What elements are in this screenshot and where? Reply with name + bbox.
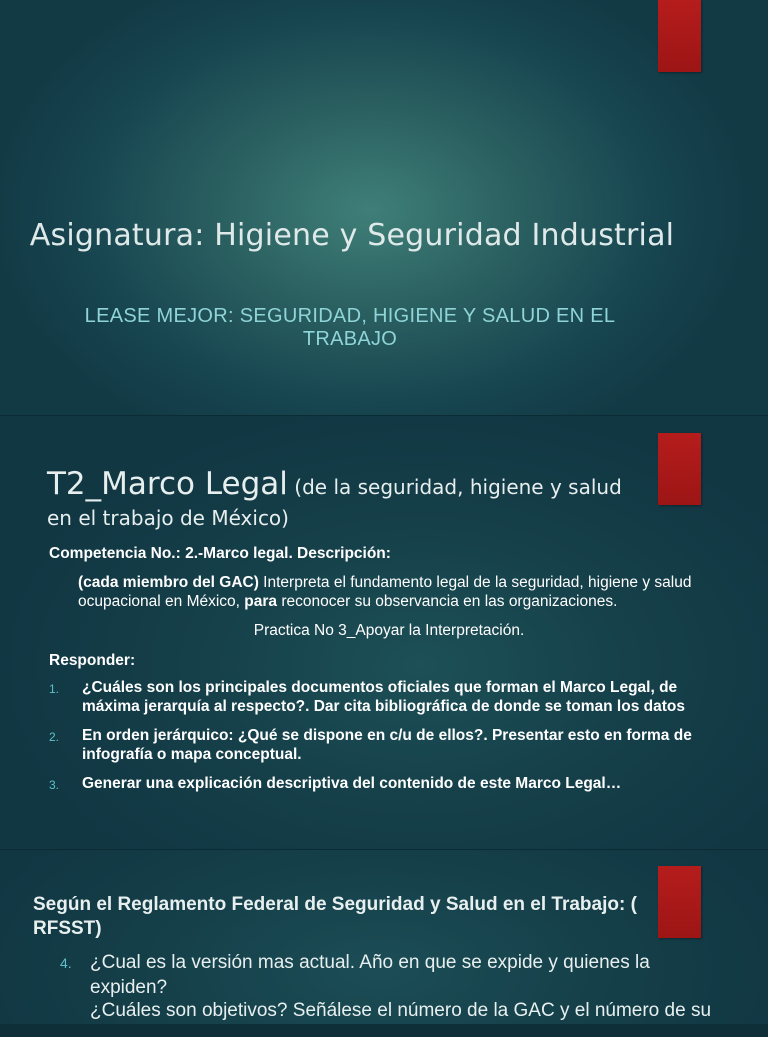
question-text: Generar una explicación descriptiva del contenido de este Marco Legal… [82,775,622,792]
responder-label: Responder: [49,652,136,669]
slide-subtitle: LEASE MEJOR: SEGURIDAD, HIGIENE Y SALUD EN EL TRABAJO [84,305,616,350]
practica-line: Practica No 3_Apoyar la Interpretación. [253,622,525,639]
slide-heading [47,466,637,534]
list-item [49,774,739,793]
description-paragraph [78,573,758,611]
desc-bold-para: para [244,593,278,610]
desc-text: Interpreta el fundamento legal de la seguridad, higiene y salud ocupacional en México, [78,574,692,610]
heading-rest: (de la seguridad, higiene y salud en el trabajo de México) [47,475,622,530]
list-item [49,678,739,716]
slide-title: Asignatura: Higiene y Seguridad Industrial [29,218,675,253]
desc-text-end: reconocer su observancia en las organizaciones. [277,593,618,610]
cut-off-line: ¿Cuáles son objetivos? Señálese el número de la GAC y el número de su [90,1000,712,1021]
list-number: 2. [49,730,60,744]
title-slide [0,0,768,416]
competencia-label: Competencia No.: 2.-Marco legal. Descripción: [49,545,391,562]
list-item [60,950,700,1000]
red-accent-tab [658,433,701,505]
question-text: En orden jerárquico: ¿Qué se dispone en c/u de ellos?. Presentar esto en forma de infografía o mapa conceptual. [82,727,692,763]
marco-legal-slide [0,416,768,850]
rfsst-slide [0,850,768,1024]
list-number: 3. [49,778,60,792]
list-number: 4. [60,955,72,971]
question-text: ¿Cual es la versión mas actual. Año en que se expide y quienes la expiden? [90,952,650,998]
cut-off-text [90,1000,730,1024]
list-number: 1. [49,682,60,696]
slide-heading: Según el Reglamento Federal de Seguridad y Salud en el Trabajo: ( RFSST) [33,894,637,939]
slide-body [49,544,739,803]
question-list [49,678,739,793]
list-item [49,726,739,764]
question-text: ¿Cuáles son los principales documentos oficiales que forman el Marco Legal, de máxima jerarquía al respecto?. Dar cita bibliográfica de donde se toman los datos [82,679,685,715]
desc-bold-gac: (cada miembro del GAC) [78,574,259,591]
red-accent-tab [658,0,701,72]
heading-main: T2_Marco Legal [47,466,288,502]
